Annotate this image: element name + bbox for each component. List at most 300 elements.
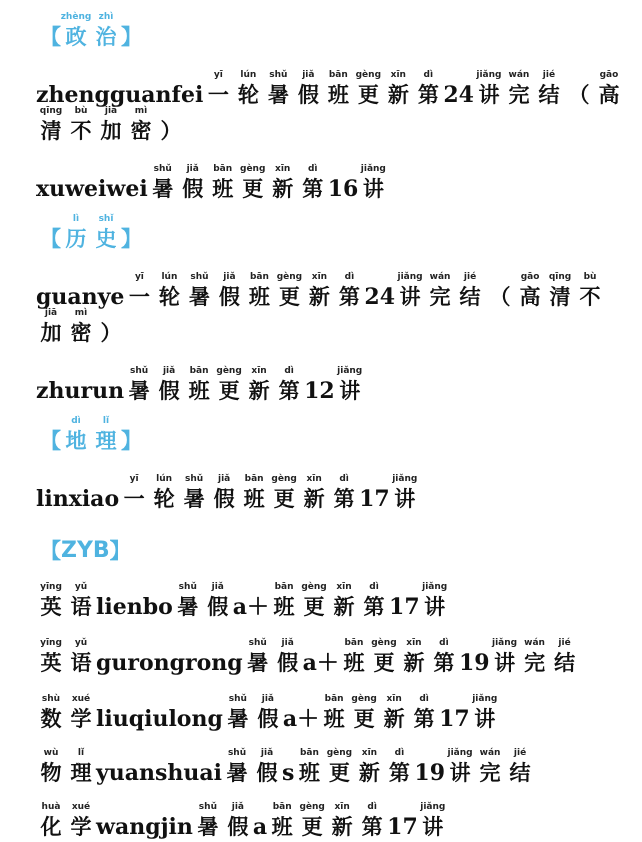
heading-close-bracket: 】 — [121, 25, 142, 49]
pinyin-annotation: gāo — [520, 272, 540, 282]
course-word: 17 — [439, 706, 470, 732]
course-hanzi — [351, 694, 377, 732]
course-hanzi — [126, 272, 152, 310]
hanzi-glyph: 假 — [218, 285, 240, 309]
hanzi-glyph: 学 — [70, 707, 92, 731]
course-hanzi — [150, 164, 176, 202]
course-hanzi — [255, 694, 281, 732]
pinyin-annotation: jiǎng — [420, 802, 446, 812]
course-word: 24 — [443, 82, 474, 108]
hanzi-glyph: 一 — [128, 285, 150, 309]
course-hanzi — [431, 638, 457, 676]
pinyin-annotation: xīn — [334, 802, 350, 812]
course-hanzi — [38, 308, 64, 346]
hanzi-glyph: 理 — [95, 429, 117, 453]
heading-word: ZYB — [61, 538, 110, 563]
course-word: 17 — [387, 814, 418, 840]
hanzi-glyph: 假 — [297, 83, 319, 107]
hanzi-glyph: 完 — [479, 761, 501, 785]
course-hanzi — [156, 366, 182, 404]
pinyin-annotation: bù — [74, 106, 88, 116]
pinyin-annotation: bān — [189, 366, 209, 376]
course-hanzi — [337, 366, 363, 404]
course-hanzi — [265, 70, 291, 108]
pinyin-annotation: gèng — [371, 638, 397, 648]
course-word: zhurun — [36, 378, 125, 404]
course-hanzi — [299, 802, 325, 840]
course-hanzi — [254, 748, 280, 786]
pinyin-annotation: shǔ — [190, 272, 209, 282]
course-hanzi — [126, 366, 152, 404]
course-hanzi — [401, 638, 427, 676]
course-hanzi — [68, 748, 94, 786]
pinyin-annotation: dì — [394, 748, 405, 758]
pinyin-annotation: jié — [558, 638, 571, 648]
course-line — [36, 366, 365, 418]
pinyin-annotation: xīn — [390, 70, 406, 80]
hanzi-glyph: 新 — [387, 83, 409, 107]
hanzi-glyph: （ — [568, 83, 590, 107]
pinyin-annotation: wán — [429, 272, 451, 282]
pinyin-annotation: yī — [134, 272, 144, 282]
hanzi-glyph: 班 — [343, 651, 365, 675]
course-word: s — [282, 760, 295, 786]
pinyin-annotation: gèng — [216, 366, 242, 376]
pinyin-annotation: dì — [344, 272, 355, 282]
pinyin-annotation: jiā — [44, 308, 58, 318]
course-hanzi — [577, 272, 603, 310]
pinyin-annotation: gèng — [301, 582, 327, 592]
course-hanzi — [472, 694, 498, 732]
course-hanzi — [246, 366, 272, 404]
course-hanzi — [216, 366, 242, 404]
heading-hanzi — [93, 214, 119, 252]
pinyin-annotation: xīn — [336, 582, 352, 592]
heading-open-bracket: 【 — [40, 429, 61, 453]
course-hanzi — [241, 474, 267, 512]
section-heading-geography — [40, 416, 142, 468]
course-hanzi — [156, 272, 182, 310]
pinyin-annotation: xué — [71, 694, 91, 704]
pinyin-annotation: jiǎ — [302, 70, 315, 80]
pinyin-annotation: shǔ — [153, 164, 172, 174]
pinyin-annotation: lǐ — [102, 416, 110, 426]
hanzi-glyph: 新 — [303, 487, 325, 511]
course-hanzi — [506, 70, 532, 108]
pinyin-annotation: jié — [542, 70, 556, 80]
pinyin-annotation: bān — [299, 748, 319, 758]
pinyin-annotation: wù — [43, 748, 59, 758]
course-hanzi — [121, 474, 147, 512]
pinyin-annotation: shù — [41, 694, 61, 704]
course-word: wangjin — [96, 814, 193, 840]
pinyin-annotation: bān — [324, 694, 344, 704]
course-line — [36, 70, 624, 122]
pinyin-annotation: jiǎng — [392, 474, 418, 484]
course-hanzi — [301, 582, 327, 620]
course-word: a＋ — [232, 594, 270, 620]
pinyin-annotation: lì — [72, 214, 80, 224]
pinyin-annotation: qīng — [39, 106, 63, 116]
hanzi-glyph: 更 — [278, 285, 300, 309]
hanzi-glyph: 治 — [95, 25, 117, 49]
hanzi-glyph: 新 — [331, 815, 353, 839]
pinyin-annotation: shǔ — [185, 474, 204, 484]
course-hanzi — [492, 638, 518, 676]
hanzi-glyph: 班 — [327, 83, 349, 107]
heading-hanzi — [63, 214, 89, 252]
hanzi-glyph: 更 — [242, 177, 264, 201]
hanzi-glyph: 讲 — [478, 83, 500, 107]
course-word: a — [252, 814, 268, 840]
course-hanzi — [186, 366, 212, 404]
hanzi-glyph: 讲 — [494, 651, 516, 675]
hanzi-glyph: 假 — [158, 379, 180, 403]
course-hanzi — [355, 70, 382, 108]
pinyin-annotation: shǔ — [227, 748, 247, 758]
course-hanzi — [296, 748, 322, 786]
hanzi-glyph: 高 — [598, 83, 620, 107]
course-line — [36, 638, 580, 690]
pinyin-annotation: gèng — [326, 748, 353, 758]
course-hanzi — [38, 694, 64, 732]
hanzi-glyph: 暑 — [183, 487, 205, 511]
course-hanzi — [397, 272, 423, 310]
pinyin-annotation: jiǎng — [337, 366, 363, 376]
hanzi-glyph: 第 — [278, 379, 300, 403]
pinyin-annotation: jiǎng — [476, 70, 502, 80]
hanzi-glyph: 班 — [271, 815, 293, 839]
course-hanzi — [269, 802, 295, 840]
hanzi-glyph: 语 — [70, 595, 92, 619]
hanzi-glyph: 新 — [308, 285, 330, 309]
pinyin-annotation: jiǎng — [422, 582, 448, 592]
hanzi-glyph: 完 — [429, 285, 451, 309]
hanzi-glyph: 更 — [273, 487, 295, 511]
course-hanzi — [361, 582, 387, 620]
heading-close-bracket: 】 — [121, 429, 142, 453]
pinyin-annotation: xīn — [386, 694, 402, 704]
course-hanzi — [235, 70, 261, 108]
pinyin-annotation: jié — [463, 272, 477, 282]
pinyin-annotation: jiǎ — [223, 272, 236, 282]
course-word: lienbo — [96, 594, 173, 620]
course-word: zhengguanfei — [36, 82, 204, 108]
hanzi-glyph: 更 — [373, 651, 395, 675]
course-hanzi — [385, 70, 411, 108]
hanzi-glyph: 一 — [207, 83, 229, 107]
hanzi-glyph: 更 — [353, 707, 375, 731]
course-hanzi — [411, 694, 437, 732]
course-hanzi — [245, 638, 271, 676]
course-word: 17 — [359, 486, 390, 512]
pinyin-annotation: wán — [524, 638, 545, 648]
course-word: guanye — [36, 284, 125, 310]
course-hanzi — [360, 164, 386, 202]
course-line — [36, 694, 500, 746]
hanzi-glyph: 轮 — [158, 285, 180, 309]
pinyin-annotation: jiǎng — [360, 164, 386, 174]
hanzi-glyph: 第 — [363, 595, 385, 619]
pinyin-annotation: mì — [134, 106, 148, 116]
hanzi-glyph: 结 — [554, 651, 576, 675]
hanzi-glyph: 假 — [257, 707, 279, 731]
course-hanzi — [210, 164, 236, 202]
hanzi-glyph: 密 — [130, 119, 152, 143]
hanzi-glyph: 班 — [298, 761, 320, 785]
hanzi-glyph: 语 — [70, 651, 92, 675]
course-hanzi — [68, 582, 94, 620]
pinyin-annotation: jiǎ — [211, 582, 224, 592]
pinyin-annotation: huà — [41, 802, 61, 812]
course-line — [36, 748, 535, 800]
course-hanzi — [98, 320, 124, 346]
course-line — [36, 582, 450, 634]
pinyin-annotation: xīn — [361, 748, 378, 758]
hanzi-glyph: 班 — [212, 177, 234, 201]
pinyin-annotation: jié — [513, 748, 527, 758]
pinyin-annotation: dì — [369, 582, 379, 592]
hanzi-glyph: 讲 — [394, 487, 416, 511]
course-hanzi — [68, 638, 94, 676]
course-hanzi — [420, 802, 446, 840]
hanzi-glyph: 加 — [40, 321, 62, 345]
pinyin-annotation: bān — [213, 164, 233, 174]
hanzi-glyph: 班 — [273, 595, 295, 619]
hanzi-glyph: 轮 — [153, 487, 175, 511]
pinyin-annotation: gèng — [240, 164, 266, 174]
course-hanzi — [422, 582, 448, 620]
pinyin-annotation: jiǎ — [231, 802, 245, 812]
hanzi-glyph: 英 — [40, 651, 62, 675]
hanzi-glyph: 暑 — [188, 285, 210, 309]
hanzi-glyph: 更 — [303, 595, 325, 619]
course-hanzi — [216, 272, 242, 310]
pinyin-annotation: xīn — [251, 366, 267, 376]
pinyin-annotation: dì — [439, 638, 449, 648]
course-word: xuweiwei — [36, 176, 148, 202]
course-word: 19 — [458, 650, 490, 676]
hanzi-glyph: （ — [489, 285, 511, 309]
hanzi-glyph: 密 — [70, 321, 92, 345]
course-hanzi — [507, 748, 533, 786]
pinyin-annotation: lún — [240, 70, 257, 80]
course-hanzi — [38, 638, 64, 676]
course-hanzi — [477, 748, 503, 786]
course-hanzi — [276, 366, 302, 404]
pinyin-annotation: xīn — [311, 272, 328, 282]
hanzi-glyph: ） — [160, 119, 182, 143]
pinyin-annotation: xīn — [406, 638, 422, 648]
pinyin-annotation: yī — [213, 70, 223, 80]
pinyin-annotation: dì — [284, 366, 294, 376]
hanzi-glyph: 第 — [333, 487, 355, 511]
hanzi-glyph: 结 — [538, 83, 560, 107]
hanzi-glyph: 暑 — [128, 379, 150, 403]
hanzi-glyph: 暑 — [227, 707, 249, 731]
pinyin-annotation: xīn — [275, 164, 291, 174]
course-hanzi — [271, 474, 297, 512]
course-hanzi — [68, 802, 94, 840]
course-hanzi — [487, 284, 513, 310]
hanzi-glyph: 第 — [361, 815, 383, 839]
pinyin-annotation: jiǎng — [472, 694, 498, 704]
course-word: a＋ — [302, 650, 339, 676]
pinyin-annotation: jiā — [104, 106, 118, 116]
hanzi-glyph: 新 — [248, 379, 270, 403]
course-hanzi — [158, 118, 184, 144]
pinyin-annotation: dì — [367, 802, 377, 812]
pinyin-annotation: gèng — [299, 802, 325, 812]
hanzi-glyph: 假 — [227, 815, 249, 839]
pinyin-annotation: dì — [307, 164, 318, 174]
hanzi-glyph: 讲 — [399, 285, 421, 309]
course-hanzi — [386, 748, 412, 786]
course-hanzi — [326, 748, 353, 786]
course-hanzi — [522, 638, 548, 676]
hanzi-glyph: 新 — [383, 707, 405, 731]
course-hanzi — [356, 748, 382, 786]
section-heading-politics — [40, 12, 142, 64]
course-word: gurongrong — [96, 650, 243, 676]
course-hanzi — [566, 82, 592, 108]
course-hanzi — [476, 70, 502, 108]
pinyin-annotation: mì — [74, 308, 88, 318]
course-hanzi — [276, 272, 303, 310]
hanzi-glyph: 更 — [218, 379, 240, 403]
course-hanzi — [371, 638, 397, 676]
pinyin-annotation: lǐ — [77, 748, 85, 758]
pinyin-annotation: gèng — [351, 694, 377, 704]
course-hanzi — [321, 694, 347, 732]
course-line — [36, 308, 126, 360]
hanzi-glyph: 完 — [524, 651, 546, 675]
course-hanzi — [517, 272, 543, 310]
course-hanzi — [181, 474, 207, 512]
course-hanzi — [275, 638, 301, 676]
course-hanzi — [180, 164, 206, 202]
hanzi-glyph: 假 — [277, 651, 299, 675]
course-hanzi — [447, 748, 473, 786]
course-hanzi — [547, 272, 573, 310]
hanzi-glyph: 数 — [40, 707, 62, 731]
course-hanzi — [359, 802, 385, 840]
pinyin-annotation: bān — [244, 474, 264, 484]
hanzi-glyph: 假 — [256, 761, 278, 785]
course-hanzi — [224, 748, 250, 786]
hanzi-glyph: 暑 — [152, 177, 174, 201]
course-hanzi — [175, 582, 201, 620]
course-hanzi — [240, 164, 266, 202]
course-line — [36, 802, 448, 842]
hanzi-glyph: 高 — [519, 285, 541, 309]
pinyin-annotation: zhì — [98, 12, 114, 22]
course-word: 24 — [364, 284, 396, 310]
pinyin-annotation: dì — [423, 70, 434, 80]
course-word: 12 — [304, 378, 335, 404]
hanzi-glyph: 假 — [182, 177, 204, 201]
pinyin-annotation: wán — [508, 70, 530, 80]
hanzi-glyph: 新 — [272, 177, 294, 201]
course-hanzi — [415, 70, 441, 108]
pinyin-annotation: shǔ — [129, 366, 149, 376]
pinyin-annotation: bān — [249, 272, 269, 282]
hanzi-glyph: 暑 — [197, 815, 219, 839]
hanzi-glyph: 加 — [100, 119, 122, 143]
hanzi-glyph: 讲 — [362, 177, 384, 201]
course-hanzi — [205, 70, 231, 108]
course-hanzi — [211, 474, 237, 512]
course-hanzi — [427, 272, 453, 310]
hanzi-glyph: 政 — [65, 25, 87, 49]
hanzi-glyph: 第 — [338, 285, 360, 309]
hanzi-glyph: 第 — [433, 651, 455, 675]
hanzi-glyph: 学 — [70, 815, 92, 839]
hanzi-glyph: 暑 — [247, 651, 269, 675]
pinyin-annotation: dì — [419, 694, 429, 704]
hanzi-glyph: 史 — [95, 227, 117, 251]
pinyin-annotation: xué — [71, 802, 91, 812]
hanzi-glyph: 新 — [333, 595, 355, 619]
course-hanzi — [195, 802, 221, 840]
hanzi-glyph: 班 — [188, 379, 210, 403]
course-hanzi — [128, 106, 154, 144]
pinyin-annotation: dì — [71, 416, 81, 426]
hanzi-glyph: 理 — [70, 761, 92, 785]
course-hanzi — [306, 272, 332, 310]
hanzi-glyph: 第 — [413, 707, 435, 731]
pinyin-annotation: shǔ — [248, 638, 267, 648]
hanzi-glyph: 更 — [357, 83, 379, 107]
pinyin-annotation: yǔ — [74, 638, 88, 648]
hanzi-glyph: 班 — [323, 707, 345, 731]
pinyin-annotation: gèng — [271, 474, 297, 484]
course-line — [36, 272, 605, 324]
heading-open-bracket: 【 — [40, 227, 61, 251]
course-word: linxiao — [36, 486, 120, 512]
course-hanzi — [381, 694, 407, 732]
pinyin-annotation: wán — [479, 748, 501, 758]
heading-hanzi — [93, 416, 119, 454]
course-hanzi — [225, 802, 251, 840]
course-hanzi — [225, 694, 251, 732]
course-hanzi — [536, 70, 562, 108]
hanzi-glyph: 第 — [417, 83, 439, 107]
pinyin-annotation: jiǎng — [492, 638, 518, 648]
pinyin-annotation: zhèng — [60, 12, 92, 22]
course-hanzi — [341, 638, 367, 676]
pinyin-annotation: gāo — [599, 70, 619, 80]
heading-hanzi — [60, 12, 92, 50]
hanzi-glyph: 一 — [123, 487, 145, 511]
course-word: 16 — [327, 176, 359, 202]
hanzi-glyph: 结 — [459, 285, 481, 309]
hanzi-glyph: 物 — [40, 761, 62, 785]
pinyin-annotation: dì — [339, 474, 349, 484]
course-hanzi — [331, 582, 357, 620]
pinyin-annotation: shǔ — [198, 802, 217, 812]
hanzi-glyph: 历 — [65, 227, 87, 251]
pinyin-annotation: gèng — [355, 70, 382, 80]
hanzi-glyph: 暑 — [267, 83, 289, 107]
hanzi-glyph: 更 — [301, 815, 323, 839]
hanzi-glyph: 新 — [358, 761, 380, 785]
course-hanzi — [392, 474, 418, 512]
hanzi-glyph: 英 — [40, 595, 62, 619]
course-hanzi — [301, 474, 327, 512]
pinyin-annotation: qīng — [548, 272, 572, 282]
course-hanzi — [186, 272, 212, 310]
